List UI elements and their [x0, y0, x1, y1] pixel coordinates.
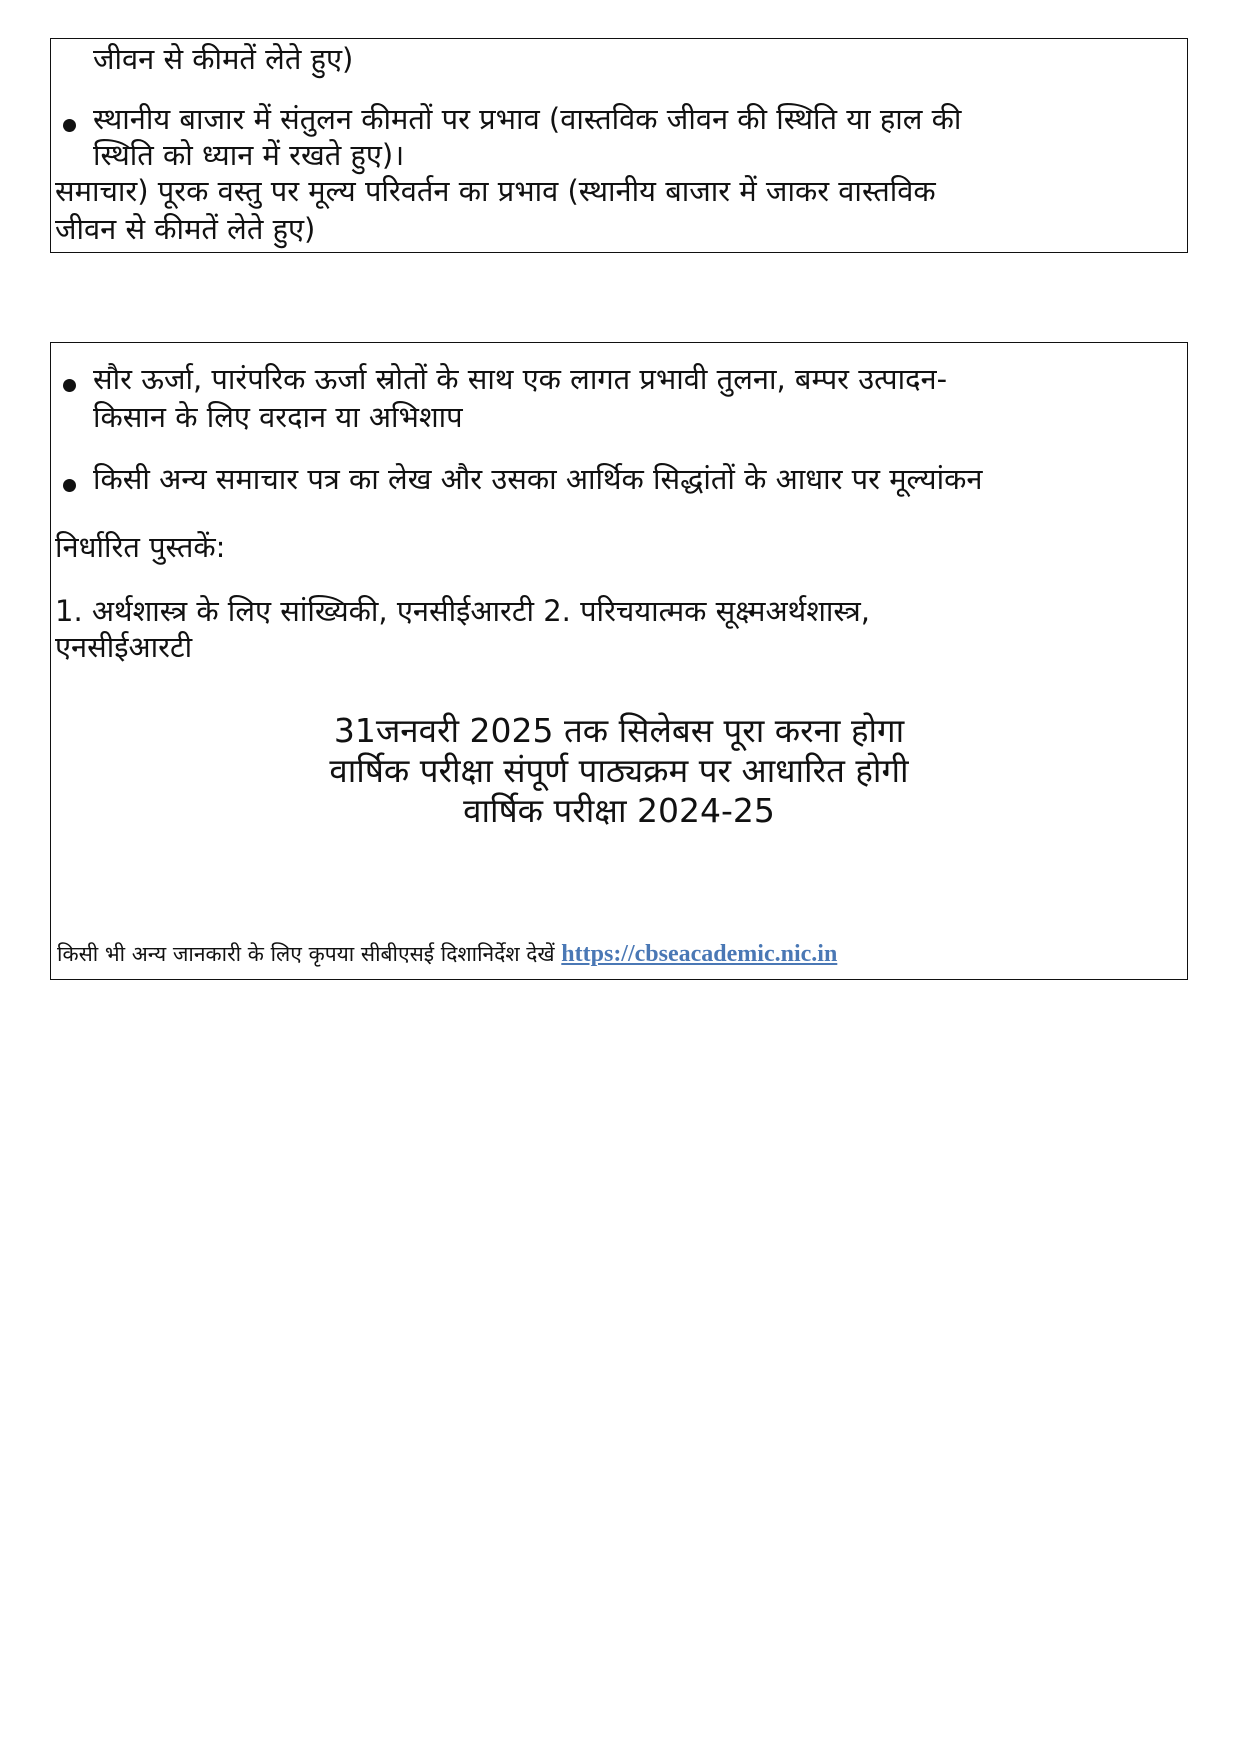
bullet-icon [63, 479, 76, 492]
deadline-line: 31जनवरी 2025 तक सिलेबस पूरा करना होगा [333, 711, 905, 750]
bullet-icon [63, 379, 76, 392]
bullet-item-solar: सौर ऊर्जा, पारंपरिक ऊर्जा स्रोतों के साथ एक लागत प्रभावी तुलना, बम्पर उत्पादन- [93, 362, 948, 396]
syllabus-box-top [50, 38, 1188, 253]
books-line-cont: एनसीईआरटी [55, 630, 193, 664]
books-line [55, 593, 870, 629]
cbse-academic-link[interactable]: https://cbseacademic.nic.in [561, 941, 838, 967]
bullet-item-equilibrium: स्थानीय बाजार में संतुलन कीमतों पर प्रभाव (वास्तविक जीवन की स्थिति या हाल की [93, 102, 962, 136]
bullet-icon [63, 119, 76, 132]
news-line-cont: जीवन से कीमतें लेते हुए) [55, 212, 316, 246]
syllabus-box-bottom [50, 342, 1188, 980]
bullet-item-equilibrium-cont: स्थिति को ध्यान में रखते हुए)। [93, 138, 405, 172]
continuation-line: जीवन से कीमतें लेते हुए) [93, 42, 354, 76]
news-line: समाचार) पूरक वस्तु पर मूल्य परिवर्तन का प्रभाव (स्थानीय बाजार में जाकर वास्तविक [55, 174, 936, 208]
footer-note [57, 941, 837, 967]
bullet-item-newspaper: किसी अन्य समाचार पत्र का लेख और उसका आर्थिक सिद्धांतों के आधार पर मूल्यांकन [93, 462, 983, 496]
books-heading: निर्धारित पुस्तकें: [55, 530, 226, 564]
footer-note-text: किसी भी अन्य जानकारी के लिए कृपया सीबीएसई दिशानिर्देश देखें [57, 942, 562, 966]
books-line-text: 1. अर्थशास्त्र के लिए सांख्यिकी, एनसीईआरटी 2. परिचयात्मक सूक्ष्मअर्थशास्त्र, [55, 594, 870, 628]
exam-basis-line: वार्षिक परीक्षा संपूर्ण पाठ्यक्रम पर आधारित होगी [329, 751, 909, 790]
bullet-item-solar-cont: किसान के लिए वरदान या अभिशाप [93, 400, 463, 434]
exam-year-line: वार्षिक परीक्षा 2024-25 [463, 791, 775, 830]
